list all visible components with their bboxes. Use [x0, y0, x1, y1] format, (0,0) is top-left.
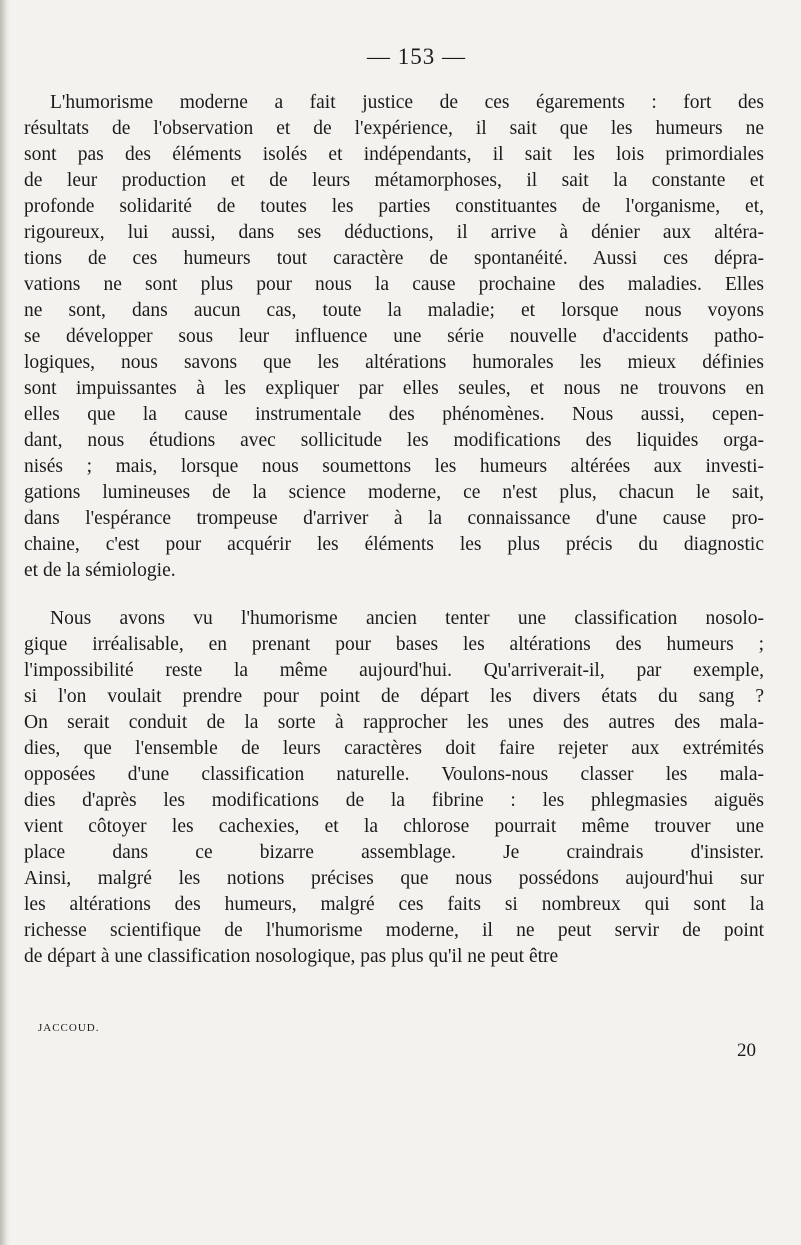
text-line: ne sont, dans aucun cas, toute la maladie; et lorsque nous voyons — [24, 300, 764, 321]
paragraph — [24, 90, 764, 584]
text-line: gique irréalisable, en prenant pour bases les altérations des humeurs ; — [24, 634, 764, 655]
text-line: rigoureux, lui aussi, dans ses déductions, il arrive à dénier aux altéra- — [24, 222, 764, 243]
body-text — [24, 90, 764, 992]
printer-signature: JACCOUD. — [38, 1022, 100, 1034]
text-line: logiques, nous savons que les altérations humorales les mieux définies — [24, 352, 764, 373]
text-line: et de la sémiologie. — [24, 560, 176, 581]
text-line: profonde solidarité de toutes les parties constituantes de l'organisme, et, — [24, 196, 764, 217]
text-line: l'impossibilité reste la même aujourd'hui. Qu'arriverait-il, par exemple, — [24, 660, 764, 681]
text-line: dies d'après les modifications de la fibrine : les phlegmasies aiguës — [24, 790, 764, 811]
text-line: de départ à une classification nosologique, pas plus qu'il ne peut être — [24, 946, 559, 967]
sheet-number: 20 — [737, 1040, 756, 1061]
text-line: dant, nous étudions avec sollicitude les modifications des liquides orga- — [24, 430, 764, 451]
page-number: — 153 — — [367, 44, 466, 69]
text-line: dans l'espérance trompeuse d'arriver à la connaissance d'une cause pro- — [24, 508, 764, 529]
text-line: dies, que l'ensemble de leurs caractères doit faire rejeter aux extrémités — [24, 738, 764, 759]
text-line: sont impuissantes à les expliquer par elles seules, et nous ne trouvons en — [24, 378, 764, 399]
text-line: Ainsi, malgré les notions précises que nous possédons aujourd'hui sur — [24, 868, 764, 889]
text-line: gations lumineuses de la science moderne, ce n'est plus, chacun le sait, — [24, 482, 764, 503]
text-line: vations ne sont plus pour nous la cause prochaine des maladies. Elles — [24, 274, 764, 295]
text-line: résultats de l'observation et de l'expérience, il sait que les humeurs ne — [24, 118, 764, 139]
text-line: Nous avons vu l'humorisme ancien tenter une classification nosolo- — [50, 608, 764, 629]
paragraph — [24, 606, 764, 970]
text-line: chaine, c'est pour acquérir les éléments les plus précis du diagnostic — [24, 534, 764, 555]
text-line: si l'on voulait prendre pour point de départ les divers états du sang ? — [24, 686, 764, 707]
text-line: richesse scientifique de l'humorisme moderne, il ne peut servir de point — [24, 920, 764, 941]
text-line: se développer sous leur influence une série nouvelle d'accidents patho- — [24, 326, 764, 347]
page-footer — [24, 1008, 764, 1078]
text-line: vient côtoyer les cachexies, et la chlorose pourrait même trouver une — [24, 816, 764, 837]
text-line: nisés ; mais, lorsque nous soumettons les humeurs altérées aux investi- — [24, 456, 764, 477]
text-line: de leur production et de leurs métamorphoses, il sait la constante et — [24, 170, 764, 191]
text-line: sont pas des éléments isolés et indépendants, il sait les lois primordiales — [24, 144, 764, 165]
text-line: les altérations des humeurs, malgré ces faits si nombreux qui sont la — [24, 894, 764, 915]
text-line: On serait conduit de la sorte à rapprocher les unes des autres des mala- — [24, 712, 764, 733]
text-line: elles que la cause instrumentale des phénomènes. Nous aussi, cepen- — [24, 404, 764, 425]
text-line: opposées d'une classification naturelle. Voulons-nous classer les mala- — [24, 764, 764, 785]
scan-binding-shadow — [0, 0, 10, 1245]
text-line: place dans ce bizarre assemblage. Je craindrais d'insister. — [24, 842, 764, 863]
text-line: tions de ces humeurs tout caractère de spontanéité. Aussi ces dépra- — [24, 248, 764, 269]
text-line: L'humorisme moderne a fait justice de ces égarements : fort des — [50, 92, 764, 113]
